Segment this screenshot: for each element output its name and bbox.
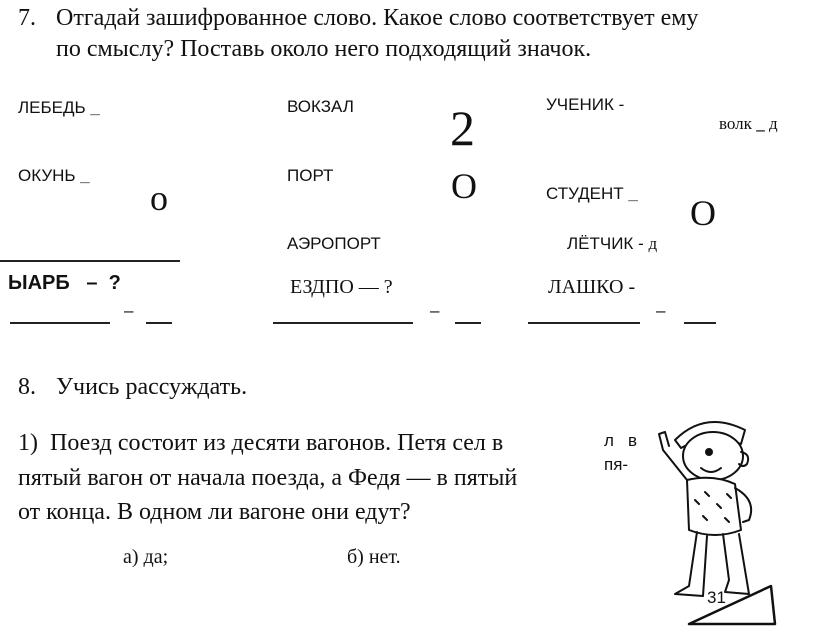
riddle-2: ЕЗДПО — ? — [290, 276, 393, 298]
riddle-3: ЛАШКО - — [548, 276, 636, 298]
mark-two: 2 — [450, 100, 475, 156]
answer-dash-2: – — [430, 301, 440, 320]
task8-title: Учись рассуждать. — [56, 374, 248, 400]
answer-dash-1: – — [124, 301, 134, 320]
word-vokzal: ВОКЗАЛ — [287, 97, 354, 116]
answer-line-1a — [10, 322, 110, 324]
riddle-1: ЫАРБ – ? — [8, 272, 121, 294]
answer-dash-3: – — [656, 301, 666, 320]
word-port: ПОРТ — [287, 166, 334, 185]
side-letter-l: л — [604, 431, 614, 450]
divider-line — [0, 260, 180, 262]
mark-o-col1: о — [150, 178, 168, 218]
answer-line-2b — [455, 322, 481, 324]
side-letter-pya: пя- — [604, 455, 629, 474]
answer-b: б) нет. — [347, 546, 401, 568]
problem-line1: 1) Поезд состоит из десяти вагонов. Петя сел в — [18, 430, 504, 456]
problem-line2: пятый вагон от начала поезда, а Федя — в пятый — [18, 465, 518, 491]
answer-line-2a — [273, 322, 413, 324]
problem-line3: от конца. В одном ли вагоне они едут? — [18, 499, 411, 525]
answer-a: а) да; — [123, 546, 169, 568]
task8-number: 8. — [18, 374, 36, 400]
page-number: 31 — [707, 588, 726, 607]
word-student: СТУДЕНТ _ — [546, 184, 638, 203]
task7-line1: Отгадай зашифрованное слово. Какое слово соответствует ему — [56, 5, 699, 31]
word-uchenik: УЧЕНИК - — [546, 95, 625, 114]
word-letchik: ЛЁТЧИК - д — [567, 234, 658, 253]
task7-number: 7. — [18, 5, 36, 31]
answer-line-3b — [684, 322, 716, 324]
side-letter-v: в — [628, 431, 638, 450]
word-lebed: ЛЕБЕДЬ _ — [18, 98, 100, 117]
word-okun: ОКУНЬ _ — [18, 166, 90, 185]
answer-line-3a — [528, 322, 640, 324]
task7-line2: по смыслу? Поставь около него подходящий значок. — [56, 36, 592, 62]
mark-o-col2: О — [451, 166, 477, 206]
word-aeroport: АЭРОПОРТ — [287, 234, 381, 253]
mark-o-col3: О — [690, 193, 716, 233]
word-volk: волк _ д — [719, 114, 778, 133]
answer-line-1b — [146, 322, 172, 324]
